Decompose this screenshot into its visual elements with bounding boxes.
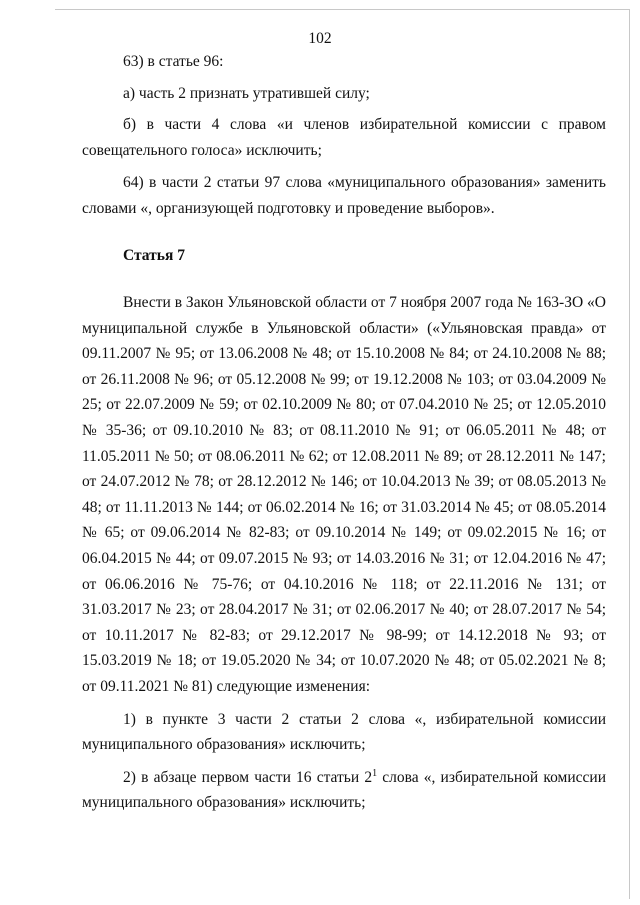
item-2-superscript: 1 <box>372 767 378 779</box>
item-63-a: а) часть 2 признать утратившей силу; <box>123 84 370 102</box>
article-heading: Статья 7 <box>123 247 185 264</box>
item-64: 64) в части 2 статьи 97 слова «муниципального образования» заменить словами «, организующей подготовку и проведение выборов». <box>82 174 606 217</box>
page-top-edge <box>55 9 630 10</box>
item-2-text-start: 2) в абзаце первом части 16 статьи 2 <box>123 768 373 786</box>
article-body-block <box>82 290 606 816</box>
article-body: Внести в Закон Ульяновской области от 7 ноября 2007 года № 163-ЗО «О муниципальной службе в Ульяновской области» («Ульяновская правда» от 09.11.2007 № 95; от 13.06.2008 № 48; от 15.10.2008 № 84; от 24.10.2008 № 88; от 26.11.2008 № 96; от 05.12.2008 № 99; от 19.12.2008 № 103; от 03.04.2009 № 25; от 22.07.2009 № 59; от 02.10.2009 № 80; от 07.04.2010 № 25; от 12.05.2010 № 35-36; от 09.10.2010 № 83; от 08.11.2010 № 91; от 06.05.2011 № 48; от 11.05.2011 № 50; от 08.06.2011 № 62; от 12.08.2011 № 89; от 28.12.2011 № 147; от 24.07.2012 № 78; от 28.12.2012 № 146; от 10.04.2013 № 39; от 08.05.2013 № 48; от 11.11.2013 № 144; от 06.02.2014 № 16; от 31.03.2014 № 45; от 08.05.2014 № 65; от 09.06.2014 № 82-83; от 09.10.2014 № 149; от 09.02.2015 № 16; от 06.04.2015 № 44; от 09.07.2015 № 93; от 14.03.2016 № 31; от 12.04.2016 № 47; от 06.06.2016 № 75-76; от 04.10.2016 № 118; от 22.11.2016 № 131; от 31.03.2017 № 23; от 28.04.2017 № 31; от 02.06.2017 № 40; от 28.07.2017 № 54; от 10.11.2017 № 82-83; от 29.12.2017 № 98-99; от 14.12.2018 № 93; от 15.03.2019 № 18; от 19.05.2020 № 34; от 10.07.2020 № 48; от 05.02.2021 № 8; от 09.11.2021 № 81) следующие изменения: <box>82 294 606 695</box>
page-number: 102 <box>308 30 332 47</box>
amendments-block <box>82 49 606 222</box>
item-2-text-end: слова «, избирательной комиссии муниципального образования» исключить; <box>82 768 607 812</box>
item-63-b: б) в части 4 слова «и членов избирательной комиссии с правом совещательного голоса» исключить; <box>82 116 606 159</box>
article-heading-block <box>82 243 606 269</box>
item-1: 1) в пункте 3 части 2 статьи 2 слова «, избирательной комиссии муниципального образования» исключить; <box>82 710 606 754</box>
item-63: 63) в статье 96: <box>123 53 224 70</box>
item-2 <box>82 765 606 816</box>
page-right-edge <box>629 9 630 899</box>
